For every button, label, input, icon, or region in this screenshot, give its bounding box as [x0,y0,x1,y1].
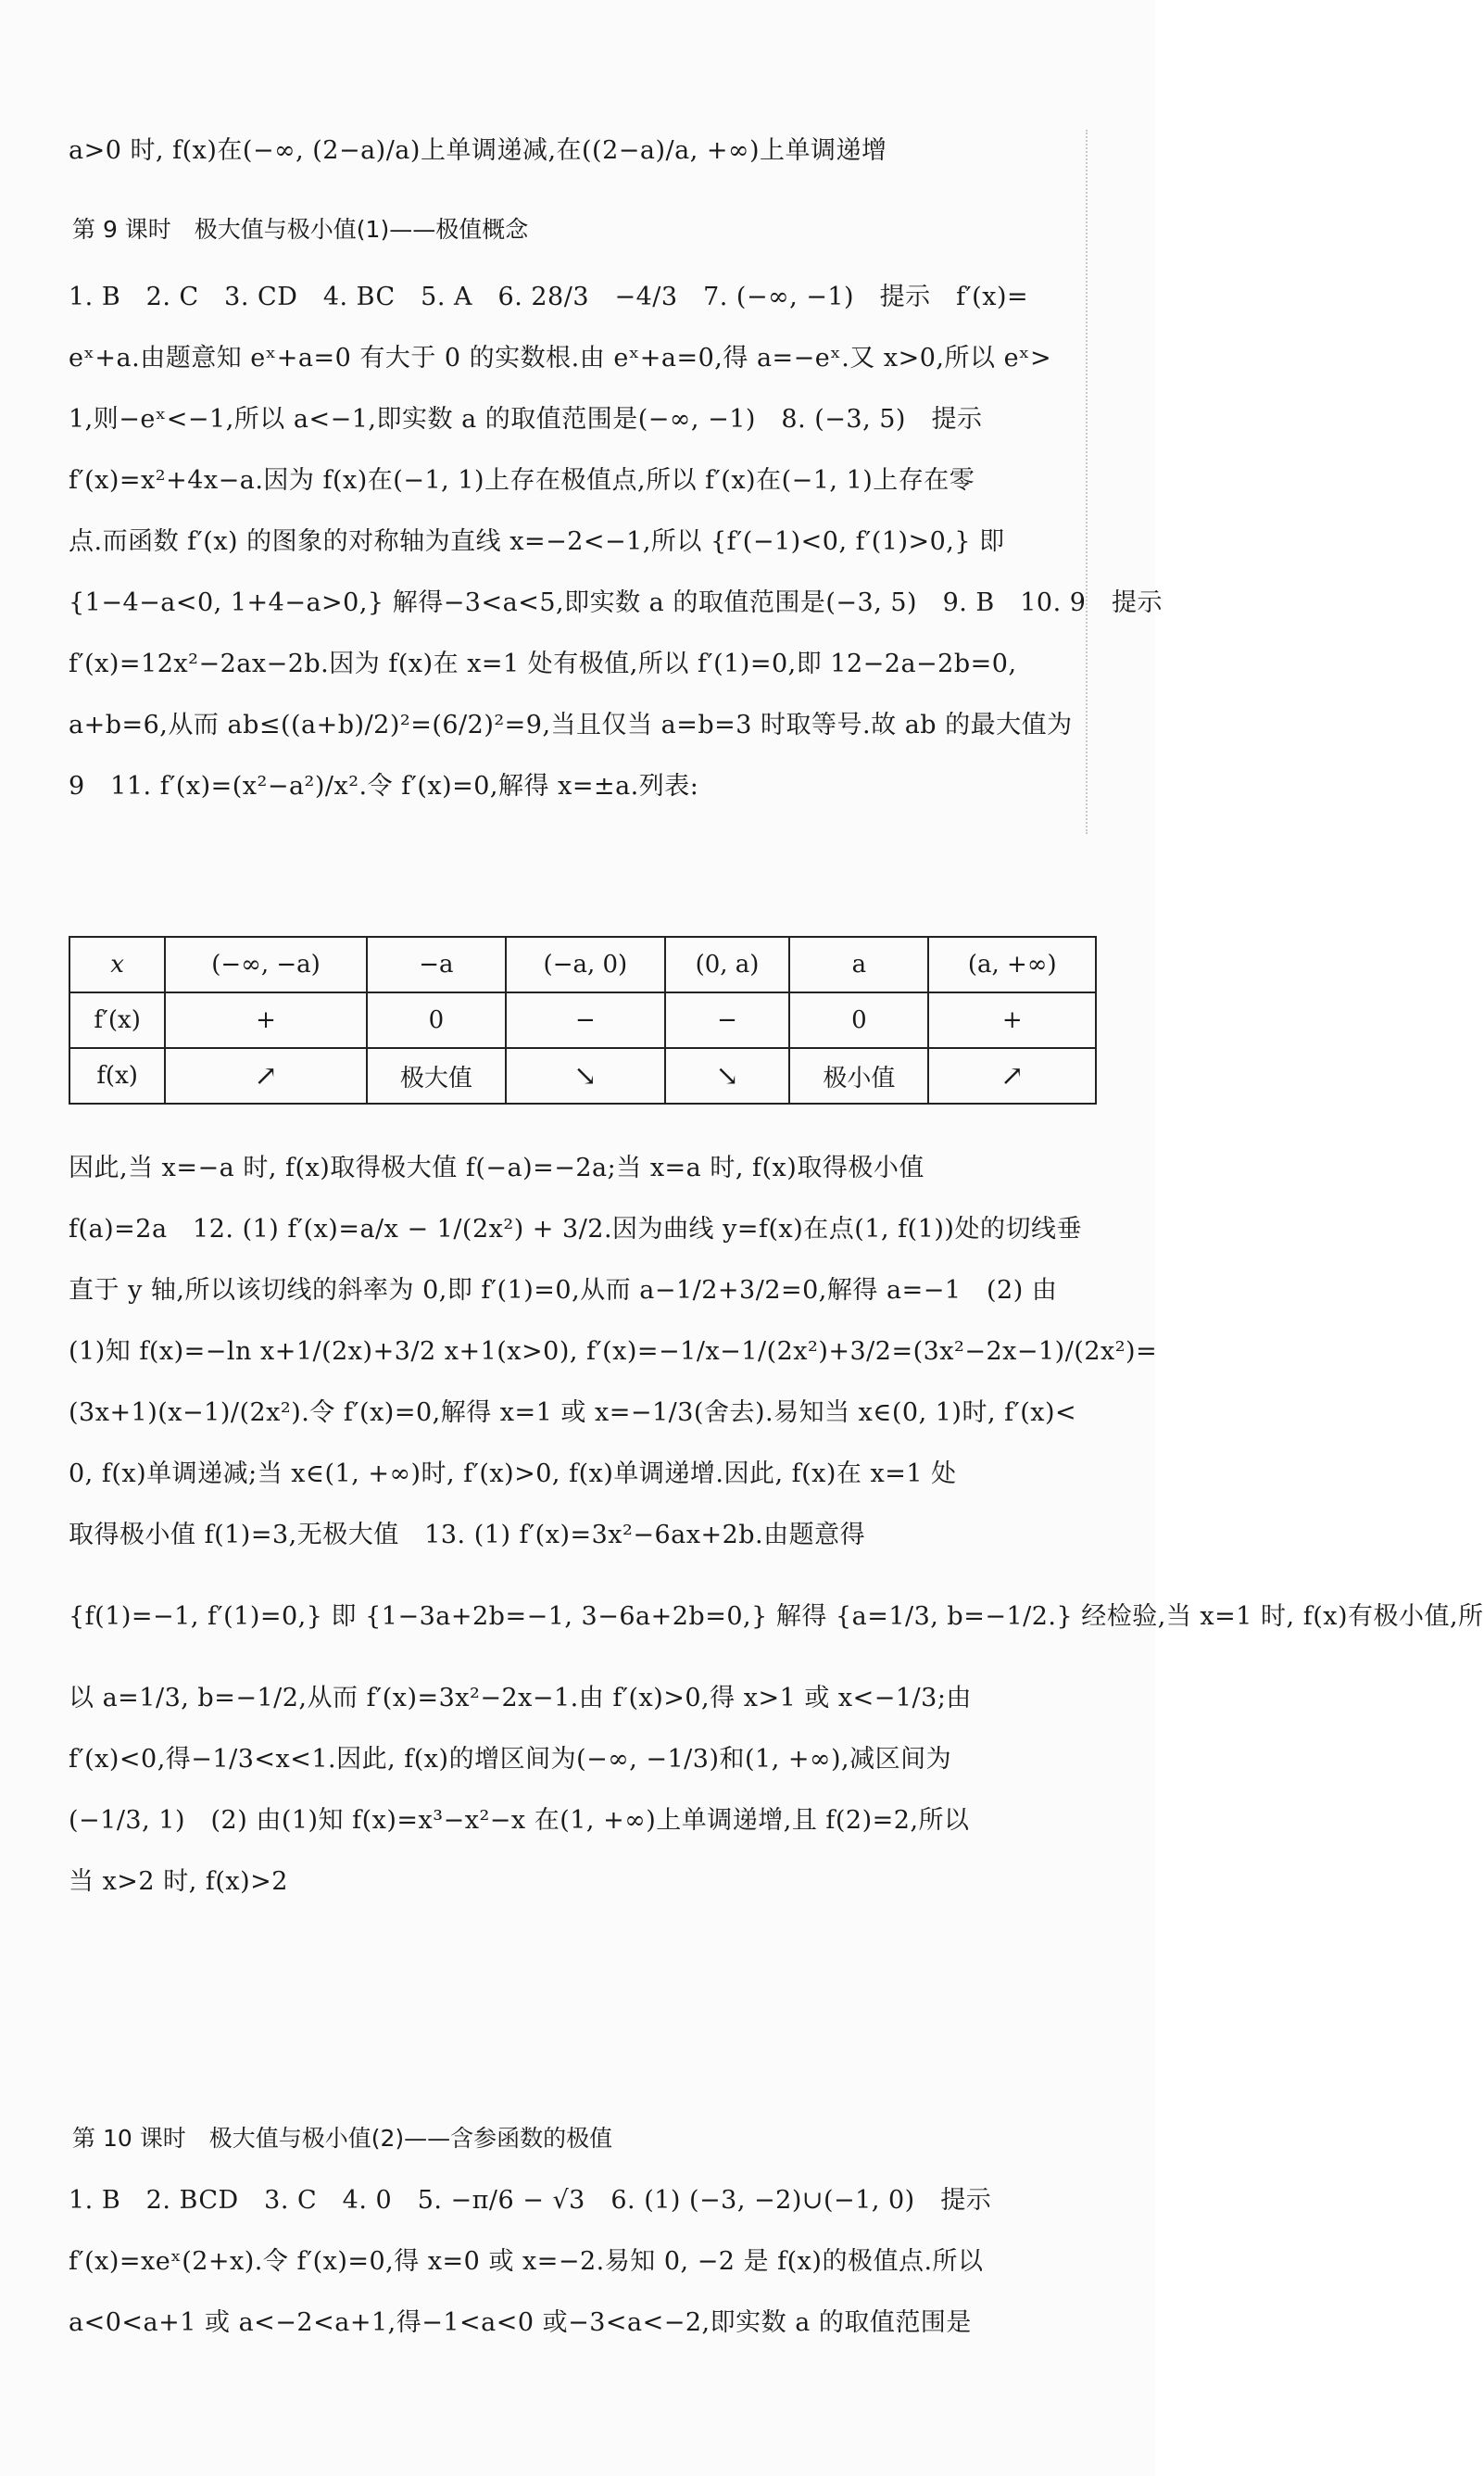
text-line: f′(x)<0,得−1/3<x<1.因此, f(x)的增区间为(−∞, −1/3)和(1, +∞),减区间为 [69,1745,952,1774]
text-line: {1−4−a<0, 1+4−a>0,} 解得−3<a<5,即实数 a 的取值范围是(−3, 5) 9. B 10. 9 提示 [69,588,1163,617]
table-header-cell: (0, a) [665,937,790,992]
table-cell: 0 [367,992,506,1048]
table-cell: − [506,992,665,1048]
lesson-9-paragraph [69,267,1163,817]
text-line: 直于 y 轴,所以该切线的斜率为 0,即 f′(1)=0,从而 a−1/2+3/2=0,解得 a=−1 (2) 由 [69,1276,1058,1305]
text-line: f′(x)=xeˣ(2+x).令 f′(x)=0,得 x=0 或 x=−2.易知 0, −2 是 f(x)的极值点.所以 [69,2247,984,2276]
table-header-cell: (−a, 0) [506,937,665,992]
text-line: a<0<a+1 或 a<−2<a+1,得−1<a<0 或−3<a<−2,即实数 a 的取值范围是 [69,2308,972,2337]
text-line: 因此,当 x=−a 时, f(x)取得极大值 f(−a)=−2a;当 x=a 时, f(x)取得极小值 [69,1154,924,1182]
text-line: 9 11. f′(x)=(x²−a²)/x².令 f′(x)=0,解得 x=±a.列表: [69,772,699,801]
table-header-cell: −a [367,937,506,992]
table-cell: 极小值 [789,1048,928,1104]
table-row [69,992,1096,1048]
text-line: (3x+1)(x−1)/(2x²).令 f′(x)=0,解得 x=1 或 x=−1/3(舍去).易知当 x∈(0, 1)时, f′(x)< [69,1398,1077,1427]
text-line: f′(x)=12x²−2ax−2b.因为 f(x)在 x=1 处有极值,所以 f′(1)=0,即 12−2a−2b=0, [69,650,1017,678]
table-cell: − [665,992,790,1048]
table-cell: 极大值 [367,1048,506,1104]
text-line: f′(x)=x²+4x−a.因为 f(x)在(−1, 1)上存在极值点,所以 f′(x)在(−1, 1)上存在零 [69,466,975,495]
top-paragraph [69,120,1097,182]
text-line: a+b=6,从而 ab≤((a+b)/2)²=(6/2)²=9,当且仅当 a=b=3 时取等号.故 ab 的最大值为 [69,711,1073,739]
table-cell: 0 [789,992,928,1048]
text-line: a>0 时, f(x)在(−∞, (2−a)/a)上单调递减,在((2−a)/a, +∞)上单调递增 [69,136,887,165]
increasing-arrow-icon: ↗ [928,1048,1096,1104]
text-line: (1)知 f(x)=−ln x+1/(2x)+3/2 x+1(x>0), f′(x)=−1/x−1/(2x²)+3/2=(3x²−2x−1)/(2x²)= [69,1337,1158,1366]
text-line: 当 x>2 时, f(x)>2 [69,1867,288,1896]
text-line: eˣ+a.由题意知 eˣ+a=0 有大于 0 的实数根.由 eˣ+a=0,得 a=−eˣ.又 x>0,所以 eˣ> [69,344,1052,373]
lesson-10-heading: 第 10 课时 极大值与极小值(2)——含参函数的极值 [72,2125,613,2152]
table-header-cell: (−∞, −a) [165,937,367,992]
lesson-9-heading: 第 9 课时 极大值与极小值(1)——极值概念 [72,216,529,243]
text-line: (−1/3, 1) (2) 由(1)知 f(x)=x³−x²−x 在(1, +∞)上单调递增,且 f(2)=2,所以 [69,1806,970,1835]
text-line: {f(1)=−1, f′(1)=0,} 即 {1−3a+2b=−1, 3−6a+2b=0,} 解得 {a=1/3, b=−1/2.} 经检验,当 x=1 时, f(x)有极小值,所 [69,1602,1484,1631]
text-line: 1,则−eˣ<−1,所以 a<−1,即实数 a 的取值范围是(−∞, −1) 8. (−3, 5) 提示 [69,405,983,434]
table-header-row [69,937,1096,992]
table-row [69,1048,1096,1104]
lesson-9-solution-paragraph [69,1138,1484,1913]
text-line: 以 a=1/3, b=−1/2,从而 f′(x)=3x²−2x−1.由 f′(x)>0,得 x>1 或 x<−1/3;由 [69,1684,972,1712]
table-cell: + [165,992,367,1048]
text-line: f(a)=2a 12. (1) f′(x)=a/x − 1/(2x²) + 3/2.因为曲线 y=f(x)在点(1, f(1))处的切线垂 [69,1215,1082,1244]
decreasing-arrow-icon: ↘ [506,1048,665,1104]
text-line: 点.而函数 f′(x) 的图象的对称轴为直线 x=−2<−1,所以 {f′(−1)<0, f′(1)>0,} 即 [69,527,1005,556]
table-cell: f(x) [69,1048,165,1104]
increasing-arrow-icon: ↗ [165,1048,367,1104]
text-line: 1. B 2. C 3. CD 4. BC 5. A 6. 28/3 −4/3 7. (−∞, −1) 提示 f′(x)= [69,283,1029,311]
table-header-cell: a [789,937,928,992]
table-cell: + [928,992,1096,1048]
lesson-10-paragraph [69,2170,1097,2354]
sign-table [69,936,1097,1105]
text-line: 0, f(x)单调递减;当 x∈(1, +∞)时, f′(x)>0, f(x)单调递增.因此, f(x)在 x=1 处 [69,1459,957,1488]
table-header-cell: x [69,937,165,992]
table-cell: f′(x) [69,992,165,1048]
table-header-cell: (a, +∞) [928,937,1096,992]
decreasing-arrow-icon: ↘ [665,1048,790,1104]
text-line: 取得极小值 f(1)=3,无极大值 13. (1) f′(x)=3x²−6ax+2b.由题意得 [69,1521,866,1549]
text-line: 1. B 2. BCD 3. C 4. 0 5. −π/6 − √3 6. (1) (−3, −2)∪(−1, 0) 提示 [69,2186,992,2215]
